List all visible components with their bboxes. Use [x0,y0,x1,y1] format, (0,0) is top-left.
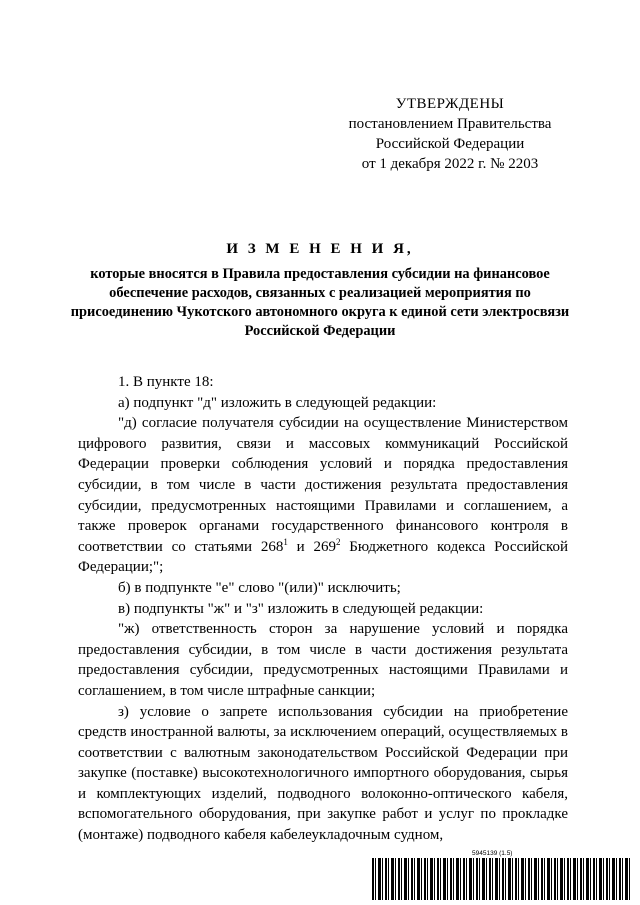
approval-date-number: от 1 декабря 2022 г. № 2203 [361,156,539,172]
paragraph: б) в подпункте "е" слово "(или)" исключить; [118,579,401,596]
barcode-block [372,850,630,900]
paragraph: з) условие о запрете использования субсидии на приобретение средств иностранной валюты, за исключением операций, осуществляемых в соответствии с валютным законодательством Российской Федерации при закупке (поставке) высокотехнологичного импортного оборудования, сырья и комплектующих изделий, подводного волоконно-оптического кабеля, вспомогательного оборудования, при закупке работ и услуг по прокладке (монтаже) подводного кабеля кабелеукладочным судном, [78,703,568,844]
paragraph: "ж) ответственность сторон за нарушение условий и порядка предоставления субсидии, в том числе в части достижения результата предоставления субсидии, предусмотренных настоящими Правилами и соглашением, в том числе штрафные санкции; [78,621,568,699]
paragraph-text: Бюджетного кодекса Российской Федерации;"; [78,538,569,576]
superscript: 1 [283,536,288,547]
document-body [78,372,568,846]
approval-block [330,94,570,174]
approval-heading: УТВЕРЖДЕНЫ [395,96,505,112]
paragraph [78,413,568,578]
barcode-image [372,858,630,900]
superscript: 2 [335,536,341,547]
paragraph-text: "д) согласие получателя субсидии на осуществление Министерством цифрового развития, связи и массовых коммуникаций Российской Федерации проверки соблюдения условий и порядка предоставления субсидии, в том числе в части достижения результата предоставления субсидии, предусмотренных настоящими Правилами и соглашением, а также проверок органами государственного финансового контроля в соответствии со статьями 268 [78,415,568,555]
approval-line: Российской Федерации [375,136,525,152]
document-subtitle: которые вносятся в Правила предоставления субсидии на финансовое обеспечение расходов, связанных с реализацией мероприятия по присоединению Чукотского автономного округа к единой сети электросвязи Российской Федерации [70,266,570,339]
paragraph: в) подпункты "ж" и "з" изложить в следующей редакции: [118,600,484,617]
document-title: И З М Е Н Е Н И Я, [226,241,414,257]
paragraph: а) подпункт "д" изложить в следующей редакции: [118,394,437,411]
paragraph: 1. В пункте 18: [118,374,214,390]
barcode-label: 5945139 (1.5) [472,850,513,857]
approval-line: постановлением Правительства [348,116,552,132]
paragraph-text: и 269 [287,538,336,555]
